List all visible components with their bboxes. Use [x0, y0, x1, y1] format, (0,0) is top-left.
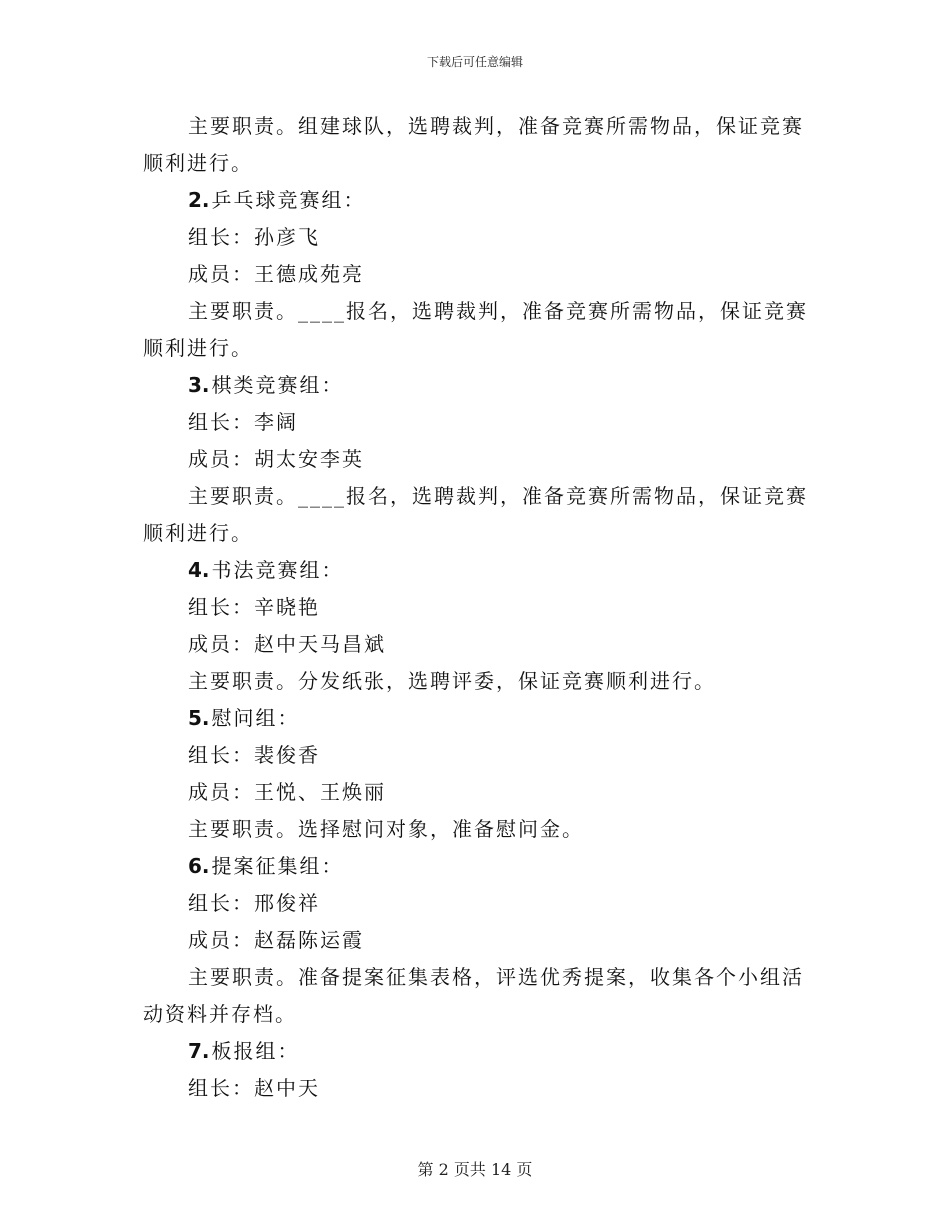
section-title: 乒乓球竞赛组：	[211, 188, 366, 212]
paragraph-line: 主要职责。准备提案征集表格，评选优秀提案，收集各个小组活	[188, 965, 804, 989]
section-heading	[143, 367, 808, 404]
paragraph-line: 组长：裴俊香	[188, 743, 320, 767]
page-header: 下载后可任意编辑	[426, 55, 523, 69]
paragraph-line: 主要职责。选择慰问对象，准备慰问金。	[188, 817, 584, 841]
paragraph-line: 组长：辛晓艳	[188, 595, 320, 619]
section-title: 书法竞赛组：	[211, 558, 344, 582]
section-number: 7.	[188, 1039, 210, 1063]
paragraph-line: 顺利进行。	[143, 151, 253, 175]
paragraph-line: 组长：邢俊祥	[188, 891, 320, 915]
paragraph-line: 成员：胡太安李英	[188, 447, 364, 471]
paragraph-line: 成员：赵中天马昌斌	[188, 632, 386, 656]
paragraph-line: 组长：赵中天	[188, 1076, 320, 1100]
paragraph-line: 顺利进行。	[143, 336, 253, 360]
section-number: 2.	[188, 188, 210, 212]
section-title: 慰问组：	[211, 706, 300, 730]
section-number: 5.	[188, 706, 210, 730]
section-number: 4.	[188, 558, 210, 582]
section-heading	[143, 182, 808, 219]
paragraph-line: 组长：孙彦飞	[188, 225, 320, 249]
section-number: 6.	[188, 854, 210, 878]
paragraph-line: 成员：王德成苑亮	[188, 262, 364, 286]
page-number-footer: 第 2 页共 14 页	[417, 1160, 533, 1179]
section-heading	[143, 552, 808, 589]
paragraph-line: 主要职责。分发纸张，选聘评委，保证竞赛顺利进行。	[188, 669, 716, 693]
section-title: 棋类竞赛组：	[211, 373, 344, 397]
section-title: 板报组：	[211, 1039, 300, 1063]
paragraph-line: 主要职责。组建球队，选聘裁判，准备竞赛所需物品，保证竞赛	[188, 114, 804, 138]
section-heading	[143, 700, 808, 737]
paragraph-line: 顺利进行。	[143, 521, 253, 545]
paragraph-line: 主要职责。____报名，选聘裁判，准备竞赛所需物品，保证竞赛	[188, 299, 808, 323]
section-heading	[143, 1033, 808, 1070]
section-heading	[143, 848, 808, 885]
paragraph-line: 动资料并存档。	[143, 1002, 297, 1026]
paragraph-line: 成员：赵磊陈运霞	[188, 928, 364, 952]
section-title: 提案征集组：	[211, 854, 344, 878]
paragraph-line: 组长：李阔	[188, 410, 298, 434]
paragraph-line: 主要职责。____报名，选聘裁判，准备竞赛所需物品，保证竞赛	[188, 484, 808, 508]
section-number: 3.	[188, 373, 210, 397]
document-body	[143, 108, 808, 1107]
paragraph-line: 成员：王悦、王焕丽	[188, 780, 386, 804]
